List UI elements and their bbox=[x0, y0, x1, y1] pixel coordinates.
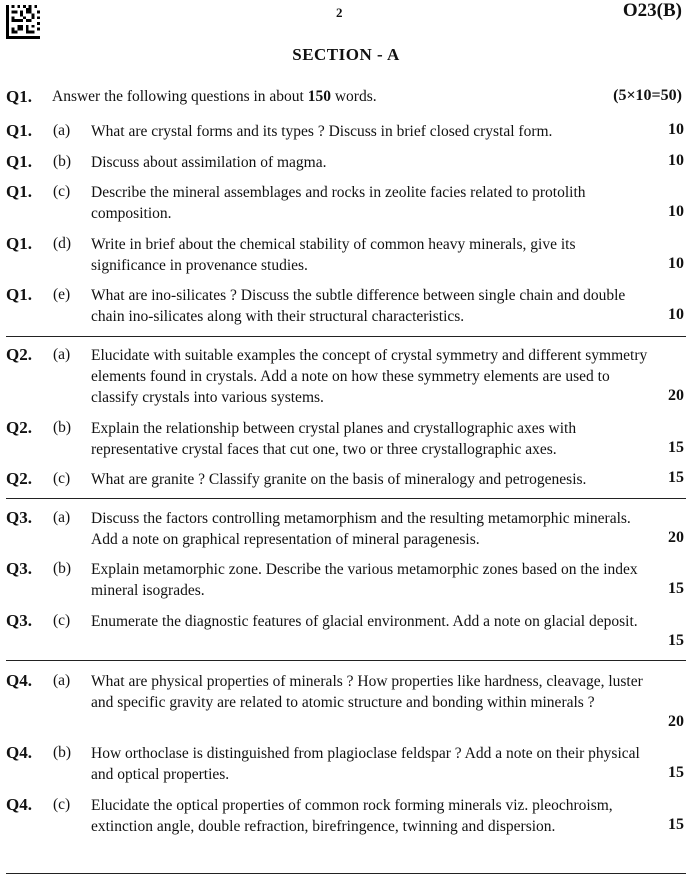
question-part: (b) bbox=[53, 153, 72, 170]
instruction-text-post: words. bbox=[330, 88, 377, 105]
question-part: (a) bbox=[53, 509, 71, 526]
word-count: 150 bbox=[307, 88, 331, 105]
question-number: Q2. bbox=[6, 418, 32, 437]
question-number: Q3. bbox=[6, 508, 32, 527]
divider bbox=[6, 336, 686, 337]
question-text: What are ino-silicates ? Discuss the subtle difference between single chain and double chain ino-silicates along with their structural characteristics. bbox=[91, 287, 626, 325]
question-part: (a) bbox=[53, 122, 71, 139]
question-text: What are granite ? Classify granite on the basis of mineralogy and petrogenesis. bbox=[91, 471, 587, 488]
question-part: (c) bbox=[53, 470, 71, 487]
question-number: Q1. bbox=[6, 182, 32, 201]
question-text: What are physical properties of minerals ? How properties like hardness, cleavage, luster and specific gravity are related to atomic structure and bonding within minerals ? bbox=[91, 673, 643, 711]
question-marks: 15 bbox=[668, 764, 684, 781]
question-part: (e) bbox=[53, 286, 71, 303]
question-number: Q1. bbox=[6, 87, 32, 106]
question-number: Q4. bbox=[6, 743, 32, 762]
question-text: Write in brief about the chemical stability of common heavy minerals, give its significance in provenance studies. bbox=[91, 236, 576, 274]
question-marks: 10 bbox=[668, 203, 684, 220]
question-marks: 15 bbox=[668, 469, 684, 486]
question-number: Q1. bbox=[6, 285, 32, 304]
question-part: (c) bbox=[53, 183, 71, 200]
section-title: SECTION - A bbox=[292, 45, 400, 64]
question-text: Discuss about assimilation of magma. bbox=[91, 154, 327, 171]
question-text: Explain the relationship between crystal planes and crystallographic axes with representative crystal faces that cut one, two or three crystallographic axes. bbox=[91, 420, 577, 458]
question-marks: 15 bbox=[668, 580, 684, 597]
instruction-text-pre: Answer the following questions in about bbox=[52, 88, 308, 105]
question-text: Elucidate the optical properties of common rock forming minerals viz. pleochroism, extinction angle, double refraction, birefringence, twinning and dispersion. bbox=[91, 797, 613, 835]
question-part: (d) bbox=[53, 235, 72, 252]
question-part: (c) bbox=[53, 612, 71, 629]
question-text: What are crystal forms and its types ? Discuss in brief closed crystal form. bbox=[91, 123, 553, 140]
question-number: Q4. bbox=[6, 795, 32, 814]
divider bbox=[6, 660, 686, 661]
question-part: (a) bbox=[53, 346, 71, 363]
instruction-text bbox=[52, 88, 377, 106]
question-text: Explain metamorphic zone. Describe the various metamorphic zones based on the index mineral isogrades. bbox=[91, 561, 638, 599]
question-text: Discuss the factors controlling metamorphism and the resulting metamorphic minerals. Add a note on graphical representation of mineral paragenesis. bbox=[91, 510, 631, 548]
question-marks: 10 bbox=[668, 152, 684, 169]
instructions bbox=[6, 87, 682, 107]
question-marks: 15 bbox=[668, 632, 684, 649]
question-number: Q2. bbox=[6, 345, 32, 364]
question-number: Q3. bbox=[6, 559, 32, 578]
question-number: Q1. bbox=[6, 121, 32, 140]
question-part: (b) bbox=[53, 419, 72, 436]
question-marks: 10 bbox=[668, 255, 684, 272]
question-number: Q2. bbox=[6, 469, 32, 488]
question-marks: 15 bbox=[668, 816, 684, 833]
question-part: (b) bbox=[53, 744, 72, 761]
question-marks: 15 bbox=[668, 439, 684, 456]
question-part: (c) bbox=[53, 796, 71, 813]
question-number: Q1. bbox=[6, 152, 32, 171]
question-number: Q4. bbox=[6, 671, 32, 690]
question-marks: 10 bbox=[668, 121, 684, 138]
question-marks: 20 bbox=[668, 387, 684, 404]
paper-code: O23(B) bbox=[622, 0, 682, 21]
question-marks: 20 bbox=[668, 713, 684, 730]
question-text: Describe the mineral assemblages and rocks in zeolite facies related to protolith composition. bbox=[91, 184, 586, 222]
question-marks: 20 bbox=[668, 529, 684, 546]
question-part: (b) bbox=[53, 560, 72, 577]
total-marks: (5×10=50) bbox=[613, 87, 682, 104]
question-marks: 10 bbox=[668, 306, 684, 323]
question-part: (a) bbox=[53, 672, 71, 689]
page-number: 2 bbox=[336, 5, 343, 20]
qr-code bbox=[6, 5, 40, 39]
question-number: Q1. bbox=[6, 234, 32, 253]
divider bbox=[6, 873, 686, 874]
divider bbox=[6, 498, 686, 499]
question-text: Elucidate with suitable examples the concept of crystal symmetry and different symmetry elements found in crystals. Add a note on how these symmetry elements are used to classify crystals into various systems. bbox=[91, 347, 648, 406]
question-text: Enumerate the diagnostic features of glacial environment. Add a note on glacial deposit. bbox=[91, 613, 638, 630]
question-text: How orthoclase is distinguished from plagioclase feldspar ? Add a note on their physical and optical properties. bbox=[91, 745, 640, 783]
question-number: Q3. bbox=[6, 611, 32, 630]
